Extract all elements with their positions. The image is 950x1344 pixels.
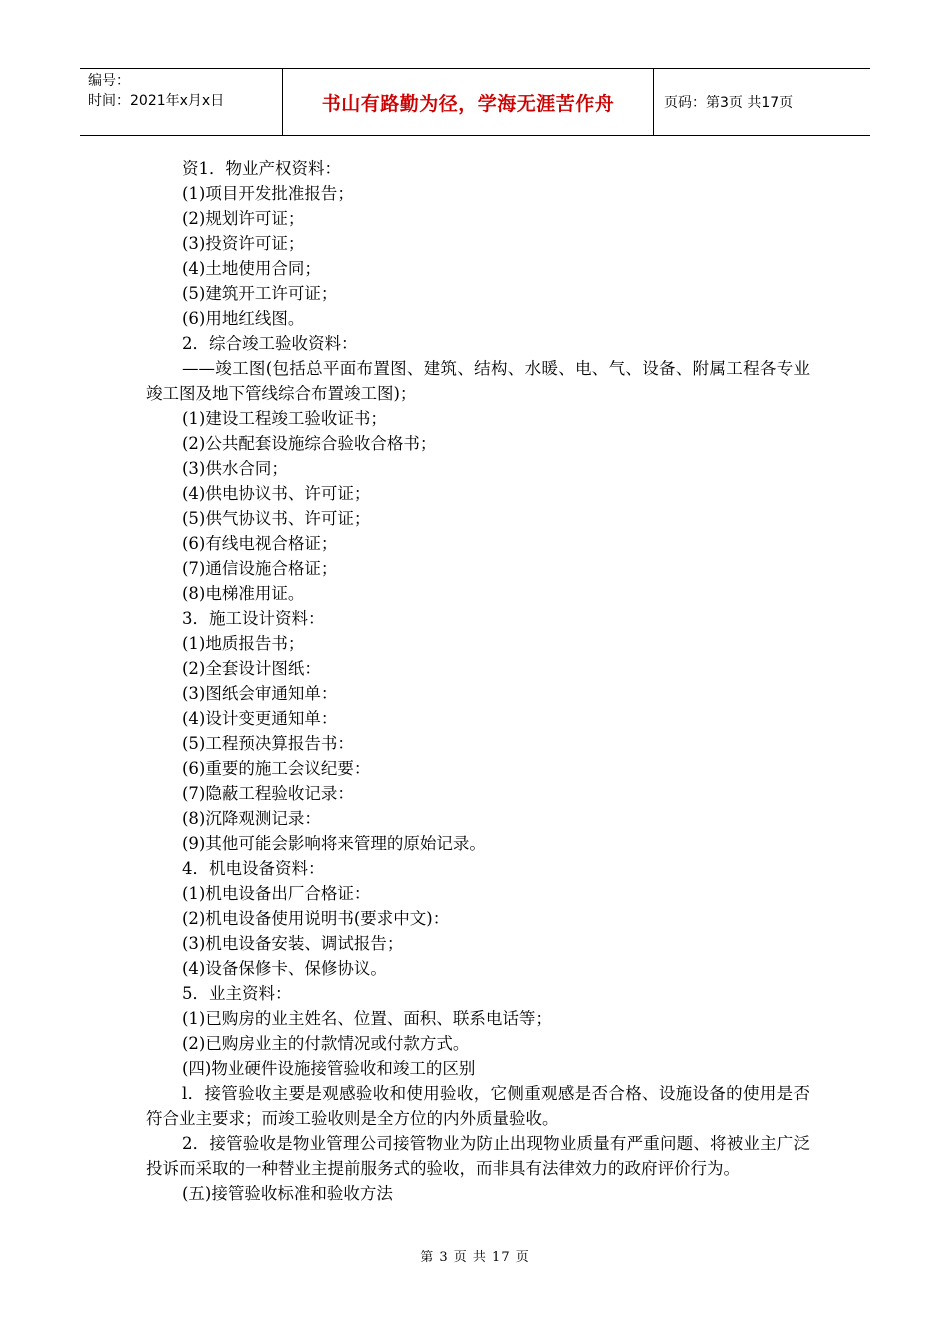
paragraph: 2．综合竣工验收资料： [182, 334, 358, 353]
page-header [80, 68, 870, 136]
paragraph: (3)投资许可证； [182, 234, 305, 253]
header-motto: 书山有路勤为径，学海无涯苦作舟 [283, 69, 654, 135]
paragraph: (1)机电设备出厂合格证： [182, 884, 371, 903]
paragraph: ——竣工图(包括总平面布置图、建筑、结构、水暖、电、气、设备、附属工程各专业竣工图及地下管线综合布置竣工图)； [146, 359, 810, 403]
paragraph: (1)建设工程竣工验收证书； [182, 409, 387, 428]
paragraph: 资1．物业产权资料： [182, 159, 341, 178]
paragraph: (1)地质报告书； [182, 634, 305, 653]
paragraph: (3)机电设备安装、调试报告； [182, 934, 404, 953]
paragraph: 5．业主资料： [182, 984, 292, 1003]
document-number-label: 编号： [88, 73, 130, 89]
paragraph: 4．机电设备资料： [182, 859, 325, 878]
paragraph: (四)物业硬件设施接管验收和竣工的区别 [182, 1059, 476, 1078]
paragraph: (3)供水合同； [182, 459, 288, 478]
paragraph: (6)用地红线图。 [182, 309, 305, 328]
paragraph: (2)规划许可证； [182, 209, 305, 228]
page-footer: 第 3 页 共 17 页 [420, 1250, 530, 1265]
paragraph: (6)有线电视合格证； [182, 534, 338, 553]
paragraph: (4)土地使用合同； [182, 259, 321, 278]
paragraph: (4)设备保修卡、保修协议。 [182, 959, 387, 978]
paragraph: l．接管验收主要是观感验收和使用验收，它侧重观感是否合格、设施设备的使用是否符合业主要求；而竣工验收则是全方位的内外质量验收。 [146, 1084, 810, 1128]
paragraph: (7)隐蔽工程验收记录： [182, 784, 354, 803]
paragraph: (五)接管验收标准和验收方法 [182, 1184, 393, 1203]
paragraph: (2)已购房业主的付款情况或付款方式。 [182, 1034, 470, 1053]
paragraph: (8)电梯准用证。 [182, 584, 305, 603]
paragraph: 2．接管验收是物业管理公司接管物业为防止出现物业质量有严重问题、将被业主广泛投诉而采取的一种替业主提前服务式的验收，而非具有法律效力的政府评价行为。 [146, 1134, 810, 1178]
paragraph: (5)工程预决算报告书： [182, 734, 354, 753]
paragraph: (4)供电协议书、许可证； [182, 484, 371, 503]
header-page-info: 页码：第3页 共17页 [664, 95, 794, 111]
document-body [146, 156, 810, 1206]
paragraph: (2)公共配套设施综合验收合格书； [182, 434, 437, 453]
paragraph: (2)机电设备使用说明书(要求中文)： [182, 909, 450, 928]
paragraph: (4)设计变更通知单： [182, 709, 338, 728]
paragraph: (8)沉降观测记录： [182, 809, 321, 828]
paragraph: (3)图纸会审通知单： [182, 684, 338, 703]
paragraph: (1)项目开发批准报告； [182, 184, 354, 203]
paragraph: (6)重要的施工会议纪要： [182, 759, 371, 778]
paragraph: (7)通信设施合格证； [182, 559, 338, 578]
paragraph: (5)供气协议书、许可证； [182, 509, 371, 528]
paragraph: (9)其他可能会影响将来管理的原始记录。 [182, 834, 486, 853]
paragraph: (1)已购房的业主姓名、位置、面积、联系电话等； [182, 1009, 552, 1028]
paragraph: (2)全套设计图纸： [182, 659, 321, 678]
document-date: 时间：2021年x月x日 [88, 93, 225, 109]
header-meta [80, 69, 283, 135]
paragraph: (5)建筑开工许可证； [182, 284, 338, 303]
paragraph: 3．施工设计资料： [182, 609, 325, 628]
